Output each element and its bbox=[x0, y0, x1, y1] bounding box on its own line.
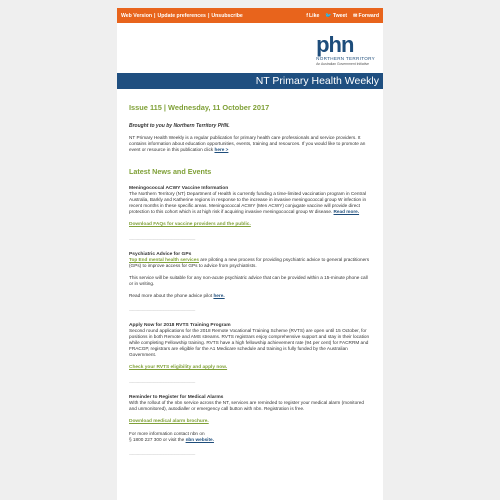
rvts-apply-link[interactable]: Check your RVTS eligibility and apply now. bbox=[129, 365, 228, 370]
brochure-download-link[interactable]: Download medical alarm brochure. bbox=[129, 419, 209, 424]
article-body bbox=[129, 257, 373, 269]
issue-heading: Issue 115 | Wednesday, 11 October 2017 bbox=[129, 103, 270, 112]
article-text: With the rollout of the nbn service across the NT, services are reminded to register your medical alarm (monitored and unmonitored), autodialler or emergency call button with nbn. Registration is free. bbox=[129, 400, 364, 411]
article-title: Meningococcal ACWY Vaccine Information bbox=[129, 186, 229, 191]
newsletter-title: NT Primary Health Weekly bbox=[255, 75, 379, 87]
article-body bbox=[129, 191, 373, 215]
here-link[interactable]: here. bbox=[213, 293, 225, 298]
phn-logo bbox=[316, 32, 375, 66]
rvts-apply bbox=[129, 365, 373, 371]
title-banner bbox=[117, 73, 383, 89]
brochure-download bbox=[129, 419, 373, 425]
phone-text: § 1800 227 300 or visit the bbox=[129, 437, 186, 442]
mail-icon: ✉ bbox=[353, 12, 358, 19]
contact-line bbox=[129, 437, 373, 443]
article-title: Psychiatric Advice for GPs bbox=[129, 252, 192, 257]
section-title: Latest News and Events bbox=[129, 167, 212, 176]
forward-link[interactable] bbox=[353, 13, 379, 19]
divider: ------------------------------------------------------------ bbox=[129, 237, 195, 242]
logo-region: NORTHERN TERRITORY bbox=[316, 56, 375, 61]
like-label: Like bbox=[308, 12, 320, 19]
top-bar bbox=[117, 8, 383, 23]
social-links bbox=[306, 13, 379, 19]
article-text: Second round applications for the 2018 Remote Vocational Training Scheme (RVTS) are open until 15 October, for positions in both Remote and AMS streams. RVTS registrars enjoy comprehensive support and stay in their location while completing Fellowship training. RVTS have a high fellowship achievement rate (94 per cent) for FACRRM and FRACGP, registrars are eligible for the A1 Medicare schedule and training is fully funded by the Australian Government. bbox=[129, 328, 370, 357]
mental-health-link[interactable]: Top End mental health services bbox=[129, 257, 199, 262]
logo-wordmark: phn bbox=[316, 32, 354, 57]
read-more-link[interactable]: Read more. bbox=[333, 209, 360, 214]
forward-label: Forward bbox=[358, 12, 379, 19]
facebook-icon: f bbox=[306, 12, 308, 19]
separator: | bbox=[207, 12, 210, 19]
faq-download bbox=[129, 222, 373, 228]
article-text: The Northern Territory (NT) Department of Health is currently funding a time-limited vaccination program in Central Australia, Barkly and Katherine regions in response to the increase in invasive meningococcal group W infection in recent months in these specific areas. Meningococcal ACWY (Men ACWY) conjugate vaccine will provide direct protection to this cohort which is at high risk if acquiring invasive meningococcal group W disease. bbox=[129, 191, 367, 214]
divider: ------------------------------------------------------------ bbox=[129, 380, 195, 385]
top-links bbox=[121, 13, 243, 19]
divider: ------------------------------------------------------------ bbox=[129, 308, 195, 313]
article-text: This service will be suitable for any non-acute psychiatric advice that can be provided within a 15-minute phone call or in writing. bbox=[129, 275, 368, 286]
header bbox=[117, 23, 383, 73]
contact-text: For more information contact nbn on bbox=[129, 431, 205, 436]
intro-text bbox=[129, 135, 373, 153]
web-version-link[interactable]: Web Version bbox=[121, 12, 153, 19]
intro-body: NT Primary Health Weekly is a regular publication for primary health care professionals and service providers. It contains information about education opportunities, events, training and resources. If you would like to promote an event or resource in this publication click bbox=[129, 135, 366, 152]
like-link[interactable] bbox=[306, 13, 319, 19]
tweet-label: Tweet bbox=[332, 12, 348, 19]
unsubscribe-link[interactable]: Unsubscribe bbox=[211, 12, 243, 19]
twitter-icon: 🐦 bbox=[325, 12, 332, 19]
article-body bbox=[129, 293, 373, 299]
nbn-website-link[interactable]: nbn website. bbox=[185, 437, 214, 442]
article-text: Read more about the phone advice pilot bbox=[129, 293, 214, 298]
separator: | bbox=[154, 12, 156, 19]
newsletter bbox=[117, 8, 383, 500]
divider: ------------------------------------------------------------ bbox=[129, 452, 195, 457]
main-content bbox=[117, 89, 383, 457]
brought-by: Brought to you by Northern Territory PHN. bbox=[129, 123, 230, 129]
promote-link[interactable]: here > bbox=[214, 147, 229, 152]
tweet-link[interactable] bbox=[325, 13, 347, 19]
logo-gov: An Australian Government Initiative bbox=[316, 62, 370, 66]
article-text: are piloting a new process for providing psychiatric advice to general practitioners (GPs) to improve access for GPs to advice from psychiatrists. bbox=[129, 257, 370, 268]
article-title: Apply Now for 2018 RVTS Training Program bbox=[129, 323, 231, 328]
article-title: Reminder to Register for Medical Alarms bbox=[129, 395, 224, 400]
update-preferences-link[interactable]: Update preferences bbox=[157, 12, 206, 19]
faq-download-link[interactable]: Download FAQs for vaccine providers and the public. bbox=[129, 222, 251, 227]
